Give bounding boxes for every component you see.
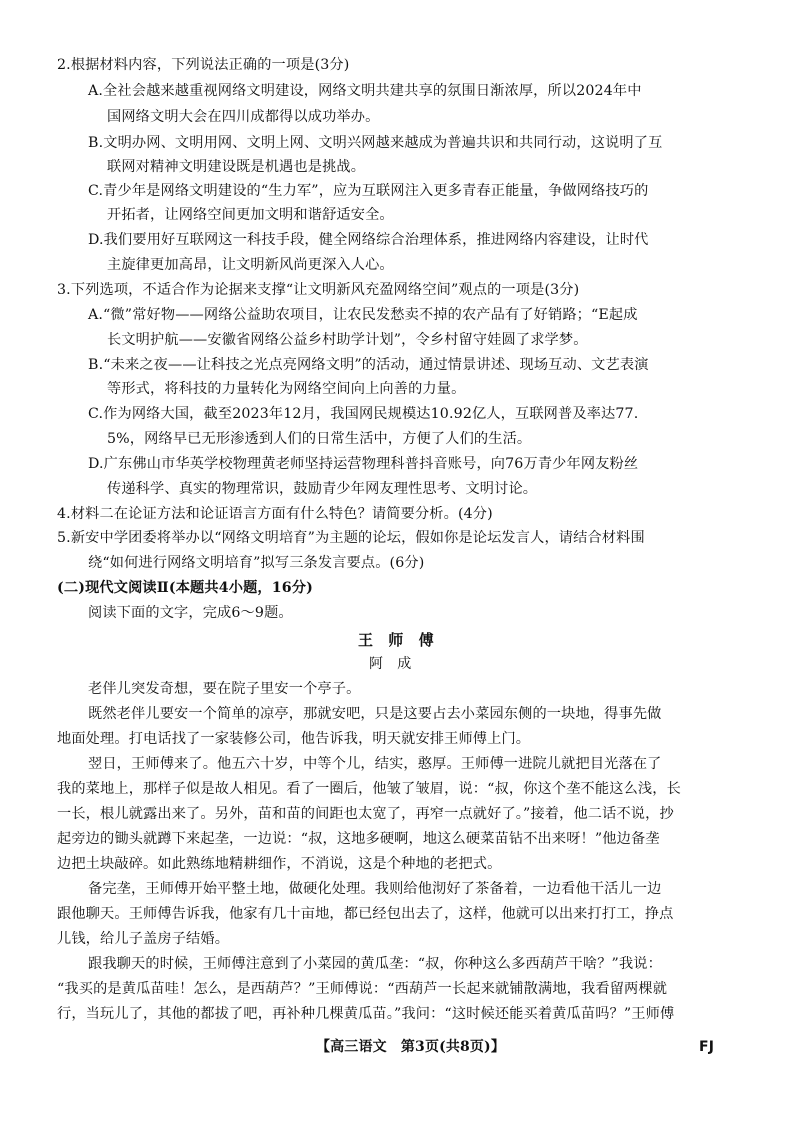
option-2b-line-2: 联网对精神文明建设既是机遇也是挑战。: [107, 159, 366, 175]
option-3d-line-2: 传递科学、真实的物理常识，鼓励青少年网友理性思考、文明讨论。: [107, 481, 538, 497]
passage-paragraph-5-line-1: 跟我聊天的时候，王师傅注意到了小菜园的黄瓜垄：“叔，你种这么多西葫芦干啥？”我说：: [88, 956, 662, 972]
passage-paragraph-4-line-2: 跟他聊天。王师傅告诉我，他家有几十亩地，都已经包出去了，这样，他就可以出来打打工，挣点: [57, 906, 674, 922]
paper-code: FJ: [699, 1039, 715, 1055]
question-5-line-1: 5.新安中学团委将举办以“网络文明培育”为主题的论坛，假如你是论坛发言人，请结合材料围: [57, 530, 645, 546]
passage-paragraph-4-line-3: 儿钱，给儿子盖房子结婚。: [57, 931, 230, 947]
passage-author: 阿 成: [369, 656, 412, 672]
passage-paragraph-2-line-1: 既然老伴儿要安一个简单的凉亭，那就安吧，只是这要占去小菜园东侧的一块地，得事先做: [88, 706, 662, 722]
option-2a-line-1: A.全社会越来越重视网络文明建设，网络文明共建共享的氛围日渐浓厚，所以2024年中: [88, 83, 642, 99]
question-4: 4.材料二在论证方法和论证语言方面有什么特色？请简要分析。(4分): [57, 506, 493, 522]
option-2c-line-1: C.青少年是网络文明建设的“生力军”，应为互联网注入更多青春正能量，争做网络技巧的: [88, 183, 649, 199]
reading-instruction: 阅读下面的文字，完成6～9题。: [88, 605, 293, 621]
passage-paragraph-4-line-1: 备完垄，王师傅开始平整土地，做硬化处理。我则给他沏好了茶备着，一边看他干活儿一边: [88, 881, 662, 897]
passage-paragraph-3-line-4: 起旁边的锄头就蹲下来起垄，一边说：“叔，这地多硬啊，地这么硬菜苗钻不出来呀！”他边备垄: [57, 831, 660, 847]
option-3d-line-1: D.广东佛山市华英学校物理黄老师坚持运营物理科普抖音账号，向76万青少年网友粉丝: [88, 456, 639, 472]
passage-paragraph-3-line-3: 一长，根儿就露出来了。另外，苗和苗的间距也太宽了，再窄一点就好了。”接着，他二话不说，抄: [57, 806, 674, 822]
passage-paragraph-3-line-1: 翌日，王师傅来了。他五六十岁，中等个儿，结实，憨厚。王师傅一进院儿就把目光落在了: [88, 756, 662, 772]
passage-title: 王 师 傅: [358, 631, 434, 649]
option-3b-line-1: B.“未来之夜——让科技之光点亮网络文明”的活动，通过情景讲述、现场互动、文艺表演: [88, 357, 649, 373]
option-3a-line-1: A.“微”常好物——网络公益助农项目，让农民发愁卖不掉的农产品有了好销路；“E起成: [88, 307, 638, 323]
option-2c-line-2: 开拓者，让网络空间更加文明和谐舒适安全。: [107, 207, 394, 223]
passage-paragraph-5-line-3: 行，当玩儿了，其他的都拔了吧，再补种几棵黄瓜苗。”我问：“这时候还能买着黄瓜苗吗？”王师傅: [57, 1006, 675, 1022]
option-3b-line-2: 等形式，将科技的力量转化为网络空间向上向善的力量。: [107, 381, 466, 397]
passage-paragraph-5-line-2: “我买的是黄瓜苗哇！怎么，是西葫芦？”王师傅说：“西葫芦一长起来就铺散满地，我看留两棵就: [57, 981, 668, 997]
option-2d-line-1: D.我们要用好互联网这一科技手段，健全网络综合治理体系，推进网络内容建设，让时代: [88, 232, 649, 248]
option-3c-line-1: C.作为网络大国，截至2023年12月，我国网民规模达10.92亿人，互联网普及率达77.: [88, 406, 639, 422]
option-2b-line-1: B.文明办网、文明用网、文明上网、文明兴网越来越成为普遍共识和共同行动，这说明了互: [88, 135, 663, 151]
question-3-stem: 3.下列选项，不适合作为论据来支撑“让文明新风充盈网络空间”观点的一项是(3分): [57, 282, 580, 298]
option-3c-line-2: 5%，网络早已无形渗透到人们的日常生活中，方便了人们的生活。: [107, 431, 532, 447]
question-2-stem: 2.根据材料内容，下列说法正确的一项是(3分): [57, 57, 350, 73]
passage-paragraph-3-line-2: 我的菜地上，那样子似是故人相见。看了一圈后，他皱了皱眉，说：“叔，你这个垄不能这么浅，长: [57, 781, 681, 797]
option-3a-line-2: 长文明护航——安徽省网络公益乡村助学计划”，令乡村留守娃圆了求学梦。: [107, 332, 588, 348]
passage-paragraph-2-line-2: 地面处理。打电话找了一家装修公司，他告诉我，明天就安排王师傅上门。: [57, 731, 531, 747]
section-heading: (二)现代文阅读Ⅱ(本题共4小题，16分): [57, 580, 314, 596]
option-2a-line-2: 国网络文明大会在四川成都得以成功举办。: [107, 109, 380, 125]
page-footer: 【高三语文 第3页(共8页)】: [316, 1039, 505, 1055]
option-2d-line-2: 主旋律更加高昂，让文明新风尚更深入人心。: [107, 257, 394, 273]
passage-paragraph-3-line-5: 边把土块敲碎。如此熟练地精耕细作，不消说，这是个种地的老把式。: [57, 856, 502, 872]
passage-paragraph-1: 老伴儿突发奇想，要在院子里安一个亭子。: [88, 681, 361, 697]
question-5-line-2: 绕“如何进行网络文明培育”拟写三条发言要点。(6分): [88, 555, 425, 571]
